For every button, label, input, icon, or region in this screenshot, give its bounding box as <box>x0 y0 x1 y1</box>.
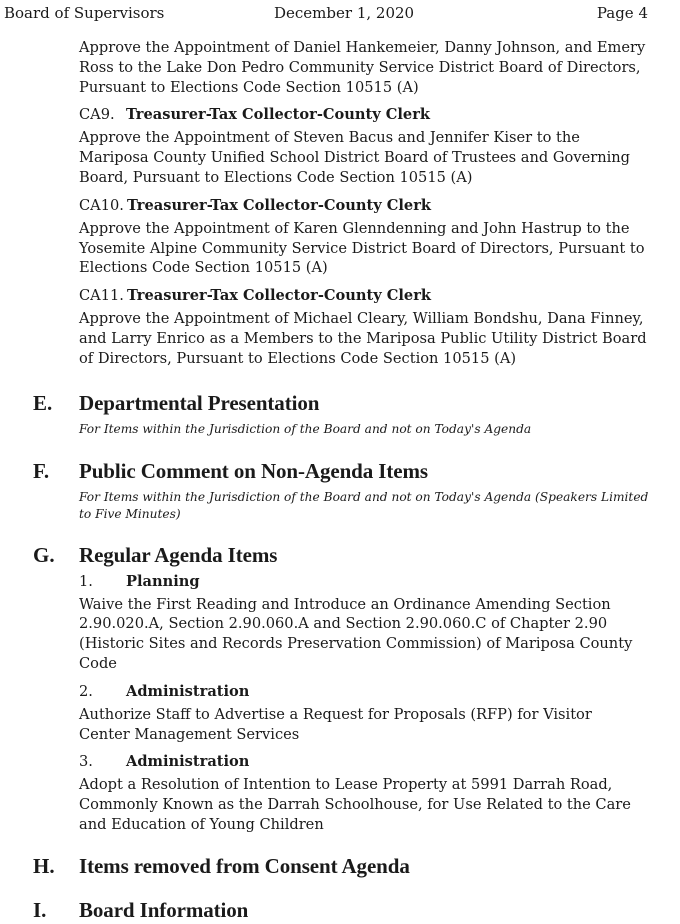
regular-item-3-text: Adopt a Resolution of Intention to Lease Property at 5991 Darrah Road, Commonly Known as the Darrah Schoolhouse, for Use Related to the Care and Education of Young Children <box>79 776 631 833</box>
regular-item-2-text: Authorize Staff to Advertise a Request for Proposals (RFP) for Visitor Center Management Services <box>79 705 592 743</box>
section-letter: H. <box>33 853 55 878</box>
consent-item-number: CA11. <box>79 287 124 305</box>
consent-item-continued-text: Approve the Appointment of Daniel Hankemeier, Danny Johnson, and Emery Ross to the Lake Don Pedro Community Service District Board of Directors, Pursuant to Elections Code Section 10515 (A) <box>79 39 646 96</box>
consent-item-ca11-text: Approve the Appointment of Michael Cleary, William Bondshu, Dana Finney, and Larry Enrico as a Members to the Mariposa Public Utility District Board of Directors, Pursuant to Elections Code Section 10515 (A) <box>79 310 647 367</box>
regular-item-number: 1. <box>79 572 93 590</box>
consent-item-department: Treasurer-Tax Collector-County Clerk <box>127 287 432 305</box>
regular-item-2-heading <box>79 682 680 701</box>
agenda-content <box>0 38 680 924</box>
section-i-heading <box>0 896 680 924</box>
consent-item-ca9-heading <box>79 105 680 124</box>
regular-item-1-heading <box>79 572 680 591</box>
consent-item-department: Treasurer-Tax Collector-County Clerk <box>127 196 432 214</box>
section-g-heading <box>0 541 680 569</box>
page-header <box>4 4 650 22</box>
consent-item-ca11-heading <box>79 286 680 305</box>
consent-item-number: CA10. <box>79 196 124 214</box>
consent-item-number: CA9. <box>79 106 115 124</box>
regular-item-department: Administration <box>126 753 250 771</box>
section-letter: F. <box>33 458 50 483</box>
regular-item-number: 2. <box>79 682 93 700</box>
section-f-heading <box>0 457 680 485</box>
section-h-heading <box>0 852 680 880</box>
section-f-note: For Items within the Jurisdiction of the Board and not on Today's Agenda (Speakers Limited to Five Minutes) <box>79 489 649 521</box>
header-board-name: Board of Supervisors <box>4 4 165 22</box>
section-title: Public Comment on Non-Agenda Items <box>79 458 428 483</box>
section-title: Departmental Presentation <box>79 390 320 415</box>
consent-item-department: Treasurer-Tax Collector-County Clerk <box>126 106 431 124</box>
consent-item-ca10-heading <box>79 196 680 215</box>
consent-item-ca9-text: Approve the Appointment of Steven Bacus and Jennifer Kiser to the Mariposa County Unified School District Board of Trustees and Governing Board, Pursuant to Elections Code Section 10515 (A) <box>79 129 630 186</box>
regular-item-3-heading <box>79 752 680 771</box>
consent-item-ca10-text: Approve the Appointment of Karen Glenndenning and John Hastrup to the Yosemite Alpine Community Service District Board of Directors, Pursuant to Elections Code Section 10515 (A) <box>79 219 645 277</box>
section-title: Regular Agenda Items <box>79 542 278 567</box>
section-e-note: For Items within the Jurisdiction of the Board and not on Today's Agenda <box>79 421 532 436</box>
regular-item-1-text: Waive the First Reading and Introduce an Ordinance Amending Section 2.90.020.A, Section 2.90.060.A and Section 2.90.060.C of Chapter 2.90 (Historic Sites and Records Preservation Commission) of Mariposa County Code <box>79 595 633 672</box>
section-title: Items removed from Consent Agenda <box>79 853 410 878</box>
regular-item-number: 3. <box>79 753 93 771</box>
section-title: Board Information <box>79 897 249 922</box>
section-e-heading <box>0 389 680 417</box>
section-letter: G. <box>33 542 55 567</box>
header-date: December 1, 2020 <box>274 4 415 22</box>
regular-item-department: Planning <box>126 572 200 590</box>
regular-item-department: Administration <box>126 682 250 700</box>
header-page-number: Page 4 <box>596 4 648 22</box>
section-letter: E. <box>33 390 53 415</box>
section-letter: I. <box>33 897 47 922</box>
